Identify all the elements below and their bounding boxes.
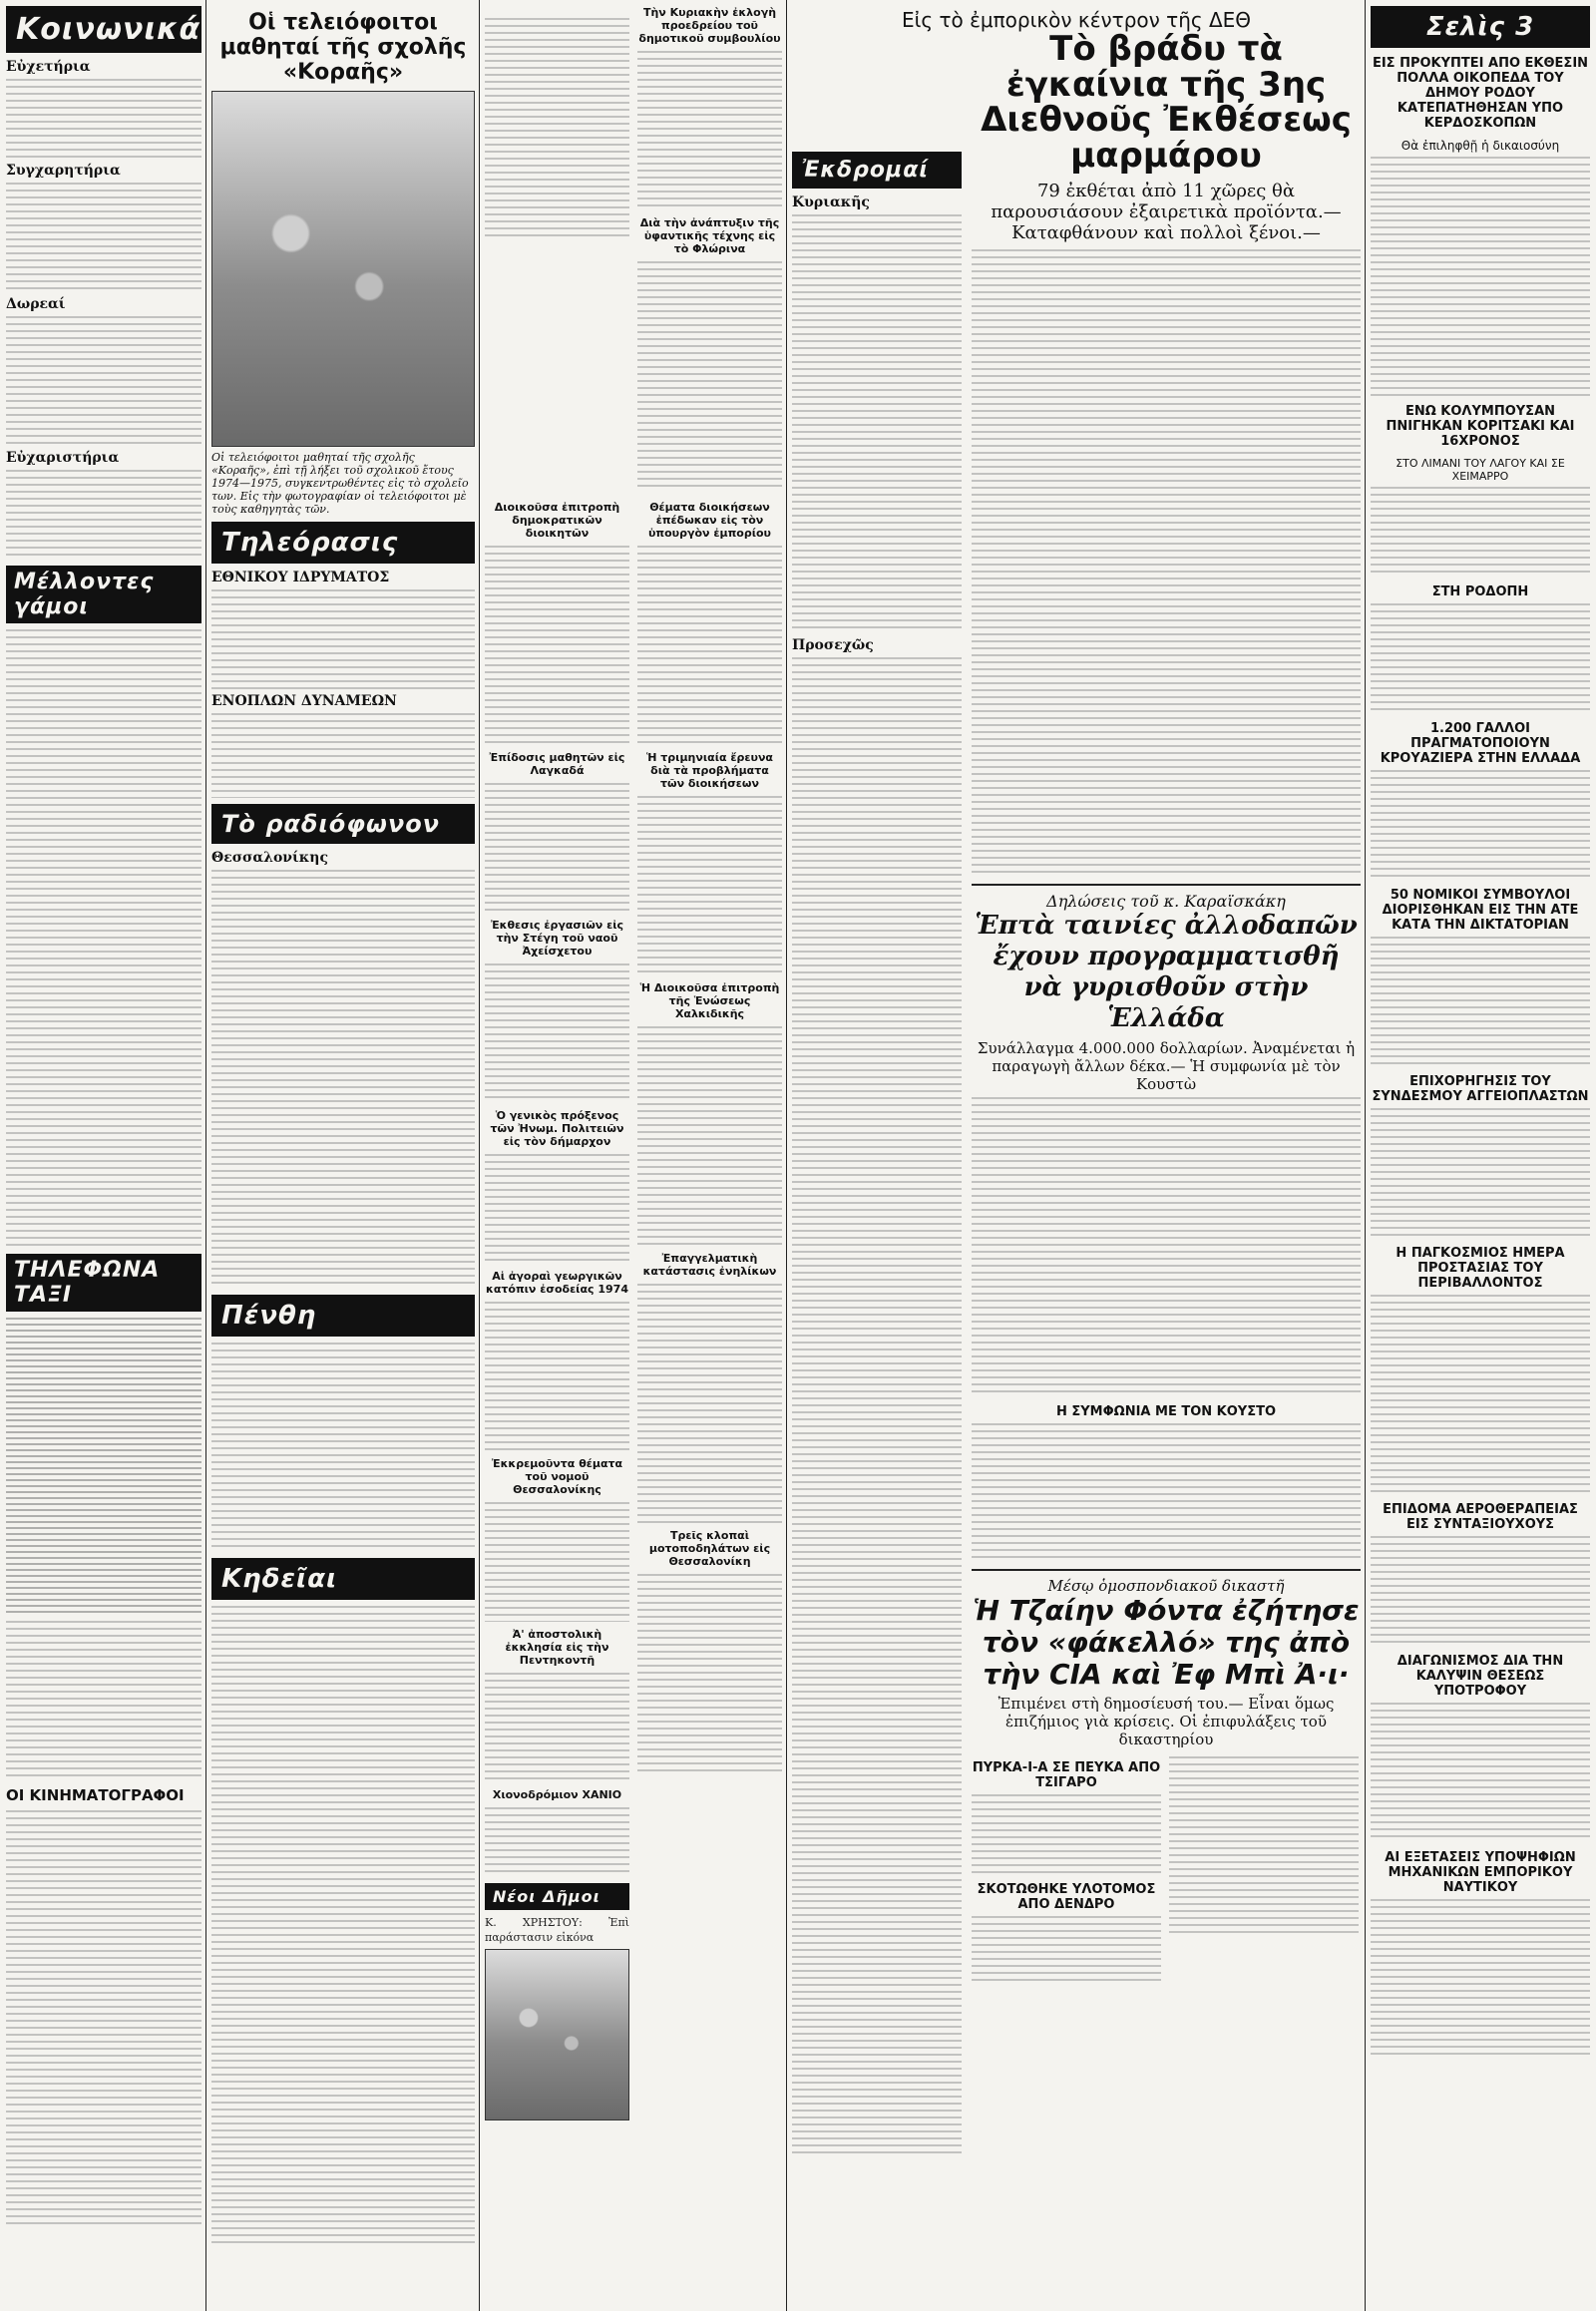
section-divider	[972, 884, 1361, 886]
article-text	[211, 870, 475, 1289]
article-text	[6, 316, 201, 446]
headline-admin-committee: Διοικοῦσα ἐπιτροπὴ δημοκρατικῶν διοικητῶν	[494, 501, 620, 540]
article-text	[6, 629, 201, 1248]
article-text	[211, 589, 475, 689]
photo-graduates	[211, 91, 475, 447]
article-text	[972, 1916, 1161, 1986]
headline-forest-fire: ΠΥΡΚΑ-Ι-Α ΣΕ ΠΕΥΚΑ ΑΠΟ ΤΣΙΓΑΡΟ	[972, 1760, 1161, 1791]
headline-chalkidiki-union: Ἡ Διοικοῦσα ἐπιτροπὴ τῆς Ἑνώσεως Χαλκιδικῆς	[639, 981, 780, 1020]
article-text	[1371, 157, 1590, 396]
article-line: Κ. ΧΡΗΣΤΟΥ: Ἐπὶ παράστασιν εἰκόνα	[485, 1916, 629, 1944]
article-text	[6, 183, 201, 292]
article-text	[972, 249, 1361, 878]
article-text	[792, 657, 962, 2153]
subhead-thanks: Εὐχαριστήρια	[6, 450, 120, 466]
article-text	[485, 1302, 629, 1451]
article-text	[1371, 1703, 1590, 1842]
section-banner-taxi-phones: ΤΗΛΕΦΩΝΑ ΤΑΞΙ	[6, 1254, 201, 1312]
subhead-congrats: Συγχαρητήρια	[6, 163, 121, 179]
article-text	[6, 79, 201, 159]
kicker-expo: Εἰς τὸ ἐμπορικὸν κέντρον τῆς ΔΕΘ	[901, 8, 1252, 32]
article-text	[972, 1423, 1361, 1563]
headline-council: Τὴν Κυριακὴν ἐκλογὴ προεδρείου τοῦ δημοτικοῦ συμβουλίου	[638, 6, 781, 45]
headline-weaving: Διὰ τὴν ἀνάπτυξιν τῆς ὑφαντικῆς τέχνης εἰς τὸ Φλώρινα	[639, 216, 780, 255]
article-text	[637, 1026, 782, 1246]
article-text	[485, 1807, 629, 1877]
article-text	[1371, 937, 1590, 1066]
headline-quarterly-survey: Ἡ τριμηνιαία ἔρευνα διὰ τὰ προβλήματα τῶν διοικήσεων	[645, 751, 773, 790]
headline-films: Ἑπτὰ ταινίες ἀλλοδαπῶν ἔχουν προγραμματισθῆ νὰ γυρισθοῦν στὴν Ἑλλάδα	[975, 910, 1358, 1034]
column-rule	[1365, 0, 1366, 2311]
headline-employment: Ἐπαγγελματικὴ κατάστασις ἐνηλίκων	[642, 1252, 777, 1278]
section-banner-weddings: Μέλλοντες γάμοι	[6, 566, 201, 623]
section-banner-excursions: Ἐκδρομαί	[792, 152, 962, 189]
article-text	[1371, 770, 1590, 880]
headline-graduates: Οἱ τελειόφοιτοι μαθηταί τῆς σχολῆς «Κοραῆς»	[219, 10, 467, 85]
subhead-armed-forces: ΕΝΟΠΛΩΝ ΔΥΝΑΜΕΩΝ	[211, 693, 397, 709]
subhead-cousteau: Η ΣΥΜΦΩΝΙΑ ΜΕ ΤΟΝ ΚΟΥΣΤΟ	[1055, 1403, 1277, 1419]
section-banner-funerals: Κηδεῖαι	[211, 1558, 475, 1600]
headline-air-therapy: ΕΠΙΔΟΜΑ ΑΕΡΟΘΕΡΑΠΕΙΑΣ ΕΙΣ ΣΥΝΤΑΞΙΟΥΧΟΥΣ	[1383, 1502, 1578, 1532]
article-text	[972, 1097, 1361, 1396]
article-text	[485, 18, 629, 237]
headline-scholarship: ΔΙΑΓΩΝΙΣΜΟΣ ΔΙΑ ΤΗΝ ΚΑΛΥΨΙΝ ΘΕΣΕΩΣ ΥΠΟΤΡΟΦΟΥ	[1396, 1654, 1564, 1699]
subhead-upcoming: Προσεχῶς	[792, 637, 874, 653]
article-text	[1371, 1899, 1590, 2059]
article-text	[1371, 487, 1590, 577]
column-briefs	[1371, 0, 1590, 2311]
article-text	[211, 1343, 475, 1552]
article-text	[6, 470, 201, 560]
section-banner-social: Κοινωνικά	[6, 6, 201, 53]
section-banner-mourning: Πένθη	[211, 1295, 475, 1337]
subhead-thessaloniki: Θεσσαλονίκης	[211, 850, 328, 866]
headline-trade-ministry: Θέματα διοικήσεων ἐπέδωκαν εἰς τὸν ὑπουργὸν ἐμπορίου	[648, 501, 771, 540]
column-rule	[786, 0, 787, 2311]
subhead-rodopi: ΣΤΗ ΡΟΔΟΠΗ	[1431, 584, 1529, 599]
subhead-sunday: Κυριακῆς	[792, 194, 870, 210]
article-text	[485, 546, 629, 745]
headline-exhibition-works: Ἐκθεσις ἐργασιῶν εἰς τὴν Στέγη τοῦ ναοῦ Ἀχείσχετου	[490, 919, 624, 958]
subhead-donations: Δωρεαί	[6, 296, 66, 312]
section-banner-radio: Τὸ ραδιόφωνον	[211, 804, 475, 844]
subhead-drowning: ΣΤΟ ΛΙΜΑΝΙ ΤΟΥ ΛΑΓΟΥ ΚΑΙ ΣΕ ΧΕΙΜΑΡΡΟ	[1396, 457, 1565, 483]
article-text	[972, 1794, 1161, 1874]
article-text	[792, 214, 962, 633]
headline-engineer-exams: ΑΙ ΕΞΕΤΑΣΕΙΣ ΥΠΟΨΗΦΙΩΝ ΜΗΧΑΝΙΚΩΝ ΕΜΠΟΡΙΚΟΥ ΝΑΥΤΙΚΟΥ	[1385, 1850, 1576, 1895]
headline-ski-resort: Χιονοδρόμιον ΧΑΝΙΟ	[492, 1788, 622, 1801]
headline-pottery-union: ΕΠΙΧΟΡΗΓΗΣΙΣ ΤΟΥ ΣΥΝΔΕΣΜΟΥ ΑΓΓΕΙΟΠΛΑΣΤΩΝ	[1372, 1074, 1589, 1104]
article-text	[211, 713, 475, 798]
headline-rhodes-plots: ΕΙΣ ΠΡΟΚΥΠΤΕΙ ΑΠΟ ΕΚΘΕΣΙΝ ΠΟΛΛΑ ΟΙΚΟΠΕΔΑ ΤΟΥ ΔΗΜΟΥ ΡΟΔΟΥ ΚΑΤΕΠΑΤΗΘΗΣΑΝ ΥΠΟ ΚΕΡΔΟΣΚΟΠΩΝ	[1372, 56, 1589, 131]
subhead-jane-fonda: Ἐπιμένει στὴ δημοσίευσή του.— Εἶναι ὅμως ἐπιζήμιος γιὰ κρίσεις. Οἱ ἐπιφυλάξεις τοῦ δικαστηρίου	[998, 1695, 1335, 1749]
article-text	[637, 51, 782, 210]
article-text	[637, 546, 782, 745]
headline-drowning: ΕΝΩ ΚΟΛΥΜΠΟΥΣΑΝ ΠΝΙΓΗΚΑΝ ΚΟΡΙΤΣΑΚΙ ΚΑΙ 16ΧΡΟΝΟΣ	[1386, 404, 1575, 449]
column-rule	[479, 0, 480, 2311]
headline-pentecost: Ἀ' ἀποστολικὴ ἐκκλησία εἰς τὴν Πεντηκοντῆ	[505, 1628, 609, 1667]
article-text	[485, 1673, 629, 1782]
photo-scene	[485, 1949, 629, 2120]
article-text	[1371, 603, 1590, 713]
article-text	[485, 1502, 629, 1622]
subhead-wishes: Εὐχετήρια	[6, 59, 91, 75]
headline-consul: Ὁ γενικὸς πρόξενος τῶν Ἠνωμ. Πολιτειῶν εἰς τὸν δήμαρχον	[490, 1109, 624, 1148]
article-text	[6, 1810, 201, 2229]
column-main-stories	[792, 0, 1361, 2311]
article-text	[637, 1574, 782, 1773]
article-text	[6, 1621, 201, 1780]
headline-student-performance: Ἐπίδοσις μαθητῶν εἰς Λαγκαδά	[489, 751, 625, 777]
kicker-federal-judge: Μέσῳ ὁμοσπονδιακοῦ δικαστῆ	[1047, 1576, 1285, 1595]
photo-caption: Οἱ τελειόφοιτοι μαθηταί τῆς σχολῆς «Κοραῆς», ἐπὶ τῇ λήξει τοῦ σχολικοῦ ἔτους 1974—1975, συγκεντρωθέντες εἰς τὸ σχολεῖο των. Εἰς τὴν φωτογραφίαν οἱ τελειόφοιτοι μὲ τοὺς καθηγητὰς τῶν.	[211, 451, 469, 516]
article-text	[485, 783, 629, 913]
article-text	[485, 963, 629, 1103]
phone-list	[6, 1318, 201, 1617]
subhead-national-institution: ΕΘΝΙΚΟΥ ΙΔΡΥΜΑΤΟΣ	[211, 570, 390, 585]
headline-legal-advisors: 50 ΝΟΜΙΚΟΙ ΣΥΜΒΟΥΛΟΙ ΔΙΟΡΙΣΘΗΚΑΝ ΕΙΣ ΤΗΝ ΑΤΕ ΚΑΤΑ ΤΗΝ ΔΙΚΤΑΤΟΡΙΑΝ	[1382, 888, 1579, 933]
headline-markets: Αἱ ἀγοραὶ γεωργικῶν κατόπιν ἐσοδείας 1974	[486, 1270, 628, 1296]
headline-jane-fonda: Ἡ Τζαίην Φόντα ἐζήτησε τὸν «φάκελλό» της ἀπὸ τὴν CIA καὶ Ἐφ Μπὶ Ἀ·ι·	[973, 1593, 1360, 1691]
section-banner-new-municipalities: Νέοι Δῆμοι	[485, 1883, 629, 1910]
article-text	[1371, 1536, 1590, 1646]
section-divider	[972, 1569, 1361, 1571]
headline-pending-issues: Ἐκκρεμοῦντα θέματα τοῦ νομοῦ Θεσσαλονίκης	[491, 1457, 623, 1496]
subhead-films: Συνάλλαγμα 4.000.000 δολλαρίων. Ἀναμένεται ἡ παραγωγὴ ἄλλων δέκα.— Ἡ συμφωνία μὲ τὸν Κουστὼ	[977, 1038, 1356, 1093]
page-number-banner: Σελὶς 3	[1371, 6, 1590, 48]
article-text	[637, 1284, 782, 1523]
headline-marble-expo: Τὸ βράδυ τὰ ἐγκαίνια τῆς 3ης Διεθνοῦς Ἐκθέσεως μαρμάρου	[981, 29, 1352, 177]
headline-french-cruise: 1.200 ΓΑΛΛΟΙ ΠΡΑΓΜΑΤΟΠΟΙΟΥΝ ΚΡΟΥΑΖΙΕΡΑ ΣΤΗΝ ΕΛΛΑΔΑ	[1380, 721, 1581, 766]
article-text	[485, 1154, 629, 1264]
column-rule	[205, 0, 206, 2311]
column-local-news	[485, 0, 782, 2311]
subhead-marble-expo: 79 ἐκθέται ἀπὸ 11 χῶρες θὰ παρουσιάσουν ἐξαιρετικὰ προϊόντα.— Καταφθάνουν καὶ πολλοὶ ξένοι.—	[991, 180, 1342, 243]
column-school-broadcast	[211, 0, 475, 2311]
headline-thefts: Τρεῖς κλοπαὶ μοτοποδηλάτων εἰς Θεσσαλονίκη	[648, 1529, 771, 1568]
article-text	[1371, 1108, 1590, 1238]
article-text	[1371, 1295, 1590, 1494]
subhead-cinemas: ΟΙ ΚΙΝΗΜΑΤΟΓΡΑΦΟΙ	[6, 1786, 185, 1804]
article-text	[637, 261, 782, 491]
kicker-statements: Δηλώσεις τοῦ κ. Καραϊσκάκη	[1046, 891, 1286, 911]
column-social	[6, 0, 201, 2311]
section-banner-television: Τηλεόρασις	[211, 522, 475, 564]
article-text	[211, 1606, 475, 2244]
headline-lumberjack: ΣΚΟΤΩΘΗΚΕ ΥΛΟΤΟΜΟΣ ΑΠΟ ΔΕΝΔΡΟ	[977, 1882, 1156, 1913]
subhead-justice: Θὰ ἐπιληφθῇ ἡ δικαιοσύνη	[1400, 139, 1560, 153]
article-text	[1169, 1756, 1359, 1936]
article-text	[637, 796, 782, 975]
headline-environment-day: Η ΠΑΓΚΟΣΜΙΟΣ ΗΜΕΡΑ ΠΡΟΣΤΑΣΙΑΣ ΤΟΥ ΠΕΡΙΒΑΛΛΟΝΤΟΣ	[1396, 1246, 1565, 1291]
